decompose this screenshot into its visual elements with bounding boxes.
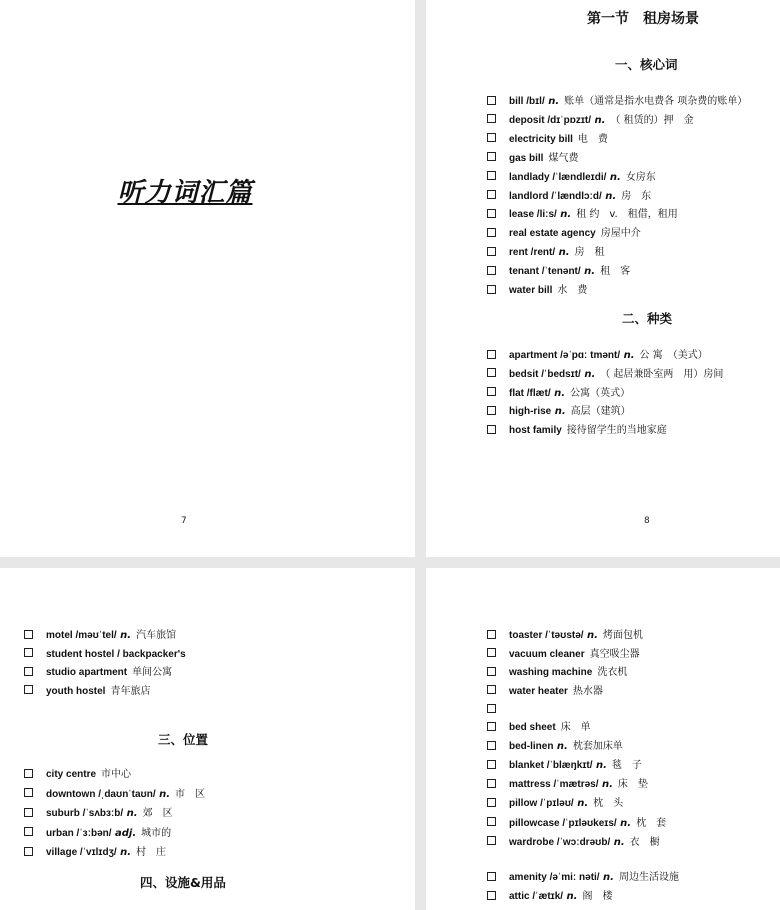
vocab-term: student hostel / backpacker's — [46, 648, 186, 660]
vocab-entry — [24, 629, 176, 643]
vocab-term: pillow /ˈpɪləʊ/ — [509, 798, 574, 810]
vocab-meaning: 青年旅店 — [110, 685, 151, 697]
vocab-entry — [487, 152, 578, 166]
part-of-speech: n. — [583, 630, 598, 641]
checkbox-icon — [487, 228, 496, 237]
vocab-meaning: 公寓（英式） — [570, 387, 631, 399]
vocab-entry — [487, 349, 708, 363]
vocab-meaning: （ 起居兼卧室两 用）房间 — [600, 368, 724, 380]
vocab-term: real estate agency — [509, 228, 596, 240]
vocab-entry — [487, 424, 667, 438]
vocab-entry — [487, 133, 608, 147]
checkbox-icon — [487, 96, 496, 105]
vocab-meaning: 公 寓 （美式） — [639, 350, 708, 361]
vocab-term: water bill — [509, 285, 553, 296]
page-number: 7 — [181, 516, 187, 526]
vocab-entry — [487, 703, 509, 717]
vocab-entry — [487, 171, 656, 185]
vocab-entry — [24, 846, 166, 860]
vocab-term: water heater — [509, 685, 568, 697]
checkbox-icon — [487, 387, 496, 396]
vocab-term: village /ˈvɪlɪdʒ/ — [46, 847, 117, 859]
part-of-speech: n. — [553, 741, 568, 753]
vocab-entry — [487, 190, 651, 204]
vocab-entry — [487, 284, 587, 298]
part-of-speech: n. — [550, 387, 566, 399]
checkbox-icon — [487, 798, 496, 807]
vocab-term: urban /ˈɜːbən/ — [46, 827, 112, 839]
vocab-term: apartment /əˈpɑː tmənt/ — [509, 350, 621, 361]
vocab-term: gas bill — [509, 152, 544, 164]
checkbox-icon — [487, 152, 496, 161]
vocab-meaning: 周边生活设施 — [618, 872, 679, 883]
vocab-term: rent /rent/ — [509, 247, 556, 259]
vocab-entry — [487, 740, 623, 754]
checkbox-icon — [487, 891, 496, 900]
checkbox-icon — [24, 630, 33, 639]
vocab-term: downtown /ˌdaʊnˈtaʊn/ — [46, 788, 156, 800]
vocab-entry — [487, 265, 630, 279]
part-of-speech: n. — [620, 350, 635, 361]
page-7 — [0, 0, 415, 557]
vocab-meaning: 枕 头 — [593, 798, 624, 810]
vocab-term: deposit /dɪˈpɒzɪt/ — [509, 114, 591, 126]
vocab-term: wardrobe /ˈwɔːdrəʊb/ — [509, 836, 611, 848]
vocab-meaning: 市中心 — [101, 769, 132, 780]
vocab-term: toaster /ˈtəʊstə/ — [509, 630, 584, 641]
vocab-term: vacuum cleaner — [509, 648, 585, 660]
part-of-speech: n. — [610, 836, 625, 848]
vocab-entry — [487, 890, 612, 904]
checkbox-icon — [487, 171, 496, 180]
vocab-meaning: 热水器 — [572, 685, 603, 697]
heading-location: 三、位置 — [158, 732, 209, 747]
checkbox-icon — [487, 836, 496, 845]
checkbox-icon — [487, 285, 496, 294]
checkbox-icon — [24, 648, 33, 657]
checkbox-icon — [487, 760, 496, 769]
part-of-speech: adj. — [111, 827, 137, 839]
checkbox-icon — [487, 685, 496, 694]
vocab-entry — [487, 246, 605, 260]
vocab-entry — [487, 629, 643, 643]
checkbox-icon — [487, 872, 496, 881]
part-of-speech: n. — [598, 779, 613, 791]
vocab-meaning: 床 单 — [560, 722, 591, 733]
vocab-meaning: （ 租赁的）押 金 — [610, 114, 694, 126]
page-9 — [0, 568, 415, 910]
vocab-meaning: 真空吸尘器 — [589, 648, 640, 660]
part-of-speech: n. — [123, 808, 138, 820]
vocab-term: landlady /ˈlændleɪdi/ — [509, 171, 607, 183]
vocab-entry — [487, 721, 591, 735]
vocab-term: pillowcase /ˈpɪləʊkeɪs/ — [509, 817, 617, 829]
vocab-entry — [24, 827, 171, 841]
vocab-meaning: 烤面包机 — [602, 630, 643, 641]
checkbox-icon — [24, 769, 33, 778]
checkbox-icon — [487, 704, 496, 713]
part-of-speech: n. — [592, 760, 607, 772]
vocab-meaning: 枕套加床单 — [572, 741, 623, 753]
vocab-meaning: 村 庄 — [136, 847, 167, 859]
checkbox-icon — [24, 788, 33, 797]
part-of-speech: n. — [606, 171, 621, 183]
vocab-entry — [487, 227, 641, 241]
checkbox-icon — [24, 827, 33, 836]
vocab-meaning: 市 区 — [175, 788, 206, 800]
page-number: 8 — [644, 516, 650, 526]
vocab-meaning: 城市的 — [141, 827, 172, 839]
page-10 — [426, 568, 780, 910]
vocab-term: electricity bill — [509, 133, 573, 145]
heading-core-words: 一、核心词 — [615, 57, 678, 72]
vocab-meaning: 毯 子 — [611, 760, 642, 772]
vocab-term: studio apartment — [46, 667, 128, 678]
vocab-meaning: 账单（通常是指水电费各 项杂费的账单） — [564, 96, 748, 107]
checkbox-icon — [487, 133, 496, 142]
heading-types: 二、种类 — [622, 311, 673, 326]
section-title: 第一节 租房场景 — [587, 11, 699, 27]
checkbox-icon — [487, 368, 496, 377]
checkbox-icon — [24, 847, 33, 856]
vocab-term: bedsit /ˈbedsɪt/ — [509, 368, 581, 380]
vocab-entry — [487, 666, 627, 680]
vocab-meaning: 衣 橱 — [629, 836, 660, 848]
part-of-speech: n. — [599, 872, 614, 883]
vocab-entry — [487, 648, 640, 662]
checkbox-icon — [487, 667, 496, 676]
vocab-entry — [24, 788, 205, 802]
vocab-term: attic /ˈætɪk/ — [509, 891, 564, 902]
vocab-entry — [487, 759, 642, 773]
checkbox-icon — [487, 350, 496, 359]
checkbox-icon — [487, 722, 496, 731]
part-of-speech: n. — [116, 847, 132, 859]
checkbox-icon — [24, 808, 33, 817]
vocab-entry — [487, 871, 679, 885]
part-of-speech: n. — [544, 96, 560, 107]
checkbox-icon — [487, 114, 496, 123]
vocab-meaning: 租 客 — [600, 266, 631, 278]
checkbox-icon — [24, 667, 33, 676]
checkbox-icon — [24, 685, 33, 694]
vocab-meaning: 接待留学生的当地家庭 — [566, 425, 667, 437]
vocab-entry — [487, 387, 630, 401]
checkbox-icon — [487, 425, 496, 434]
heading-facilities: 四、设施&用品 — [140, 875, 226, 890]
checkbox-icon — [487, 190, 496, 199]
vocab-term: tenant /ˈtenənt/ — [509, 266, 581, 278]
part-of-speech: n. — [116, 630, 132, 641]
vocab-term: bill /bɪl/ — [509, 96, 545, 107]
vocab-term: lease /liːs/ — [509, 209, 557, 221]
vocab-entry — [24, 768, 131, 782]
part-of-speech: n. — [580, 368, 596, 380]
vocab-entry — [24, 648, 186, 662]
vocab-meaning: 洗衣机 — [597, 667, 628, 678]
checkbox-icon — [487, 247, 496, 256]
vocab-entry — [487, 95, 747, 109]
checkbox-icon — [487, 817, 496, 826]
vocab-meaning: 阁 楼 — [582, 891, 613, 902]
vocab-meaning: 电 费 — [577, 133, 608, 145]
vocab-term: bed sheet — [509, 722, 556, 733]
part-of-speech: n. — [555, 247, 570, 259]
vocab-meaning: 汽车旅馆 — [136, 630, 177, 641]
vocab-entry — [487, 817, 666, 831]
part-of-speech: n. — [601, 190, 617, 202]
vocab-term: amenity /əˈmiː nəti/ — [509, 872, 600, 883]
vocab-term: high-rise — [509, 406, 552, 418]
vocab-meaning: 女房东 — [625, 171, 656, 183]
checkbox-icon — [487, 648, 496, 657]
vocab-term: flat /flæt/ — [509, 387, 551, 399]
vocab-term: landlord /ˈlændlɔːd/ — [509, 190, 602, 202]
vocab-entry — [24, 666, 172, 680]
vocab-meaning: 枕 套 — [636, 817, 667, 829]
vocab-term: mattress /ˈmætrəs/ — [509, 779, 599, 791]
checkbox-icon — [487, 209, 496, 218]
vocab-entry — [487, 114, 694, 128]
vocab-entry — [487, 368, 723, 382]
part-of-speech: n. — [580, 266, 596, 278]
page-8 — [426, 0, 780, 557]
vocab-meaning: 煤气费 — [548, 152, 579, 164]
vocab-meaning: 单间公寓 — [132, 667, 173, 678]
vocab-term: youth hostel — [46, 685, 106, 697]
vocab-entry — [24, 807, 173, 821]
checkbox-icon — [487, 406, 496, 415]
checkbox-icon — [487, 779, 496, 788]
vocab-meaning: 郊 区 — [142, 808, 173, 820]
part-of-speech: n. — [590, 114, 606, 126]
vocab-entry — [487, 208, 678, 222]
vocab-meaning: 高层（建筑） — [570, 406, 631, 418]
vocab-meaning: 租 约 v. 租借，租用 — [576, 209, 678, 221]
checkbox-icon — [487, 630, 496, 639]
vocab-entry — [24, 685, 150, 699]
vocab-term: bed-linen — [509, 741, 554, 753]
vocab-entry — [487, 405, 631, 419]
part-of-speech: n. — [563, 891, 578, 902]
vocab-meaning: 房 租 — [574, 247, 605, 259]
checkbox-icon — [487, 266, 496, 275]
vocab-term: motel /məʊˈtel/ — [46, 630, 117, 641]
checkbox-icon — [487, 741, 496, 750]
part-of-speech: n. — [551, 406, 566, 418]
part-of-speech: n. — [616, 817, 632, 829]
vocab-term: washing machine — [509, 667, 593, 678]
vocab-term: blanket /ˈblæŋkɪt/ — [509, 760, 593, 772]
vocab-meaning: 房 东 — [621, 190, 652, 202]
vocab-meaning: 床 垫 — [617, 779, 648, 791]
part-of-speech: n. — [573, 798, 589, 810]
vocab-entry — [487, 685, 603, 699]
vocab-meaning: 水 费 — [557, 285, 588, 296]
vocab-term: city centre — [46, 769, 97, 780]
vocab-entry — [487, 797, 623, 811]
vocab-term: suburb /ˈsʌbɜːb/ — [46, 808, 124, 820]
part-of-speech: n. — [556, 209, 572, 221]
vocab-term: host family — [509, 425, 562, 437]
vocab-meaning: 房屋中介 — [600, 228, 641, 240]
cover-title: 听力词汇篇 — [117, 178, 253, 208]
vocab-entry — [487, 778, 648, 792]
vocab-entry — [487, 836, 660, 850]
part-of-speech: n. — [155, 788, 171, 800]
